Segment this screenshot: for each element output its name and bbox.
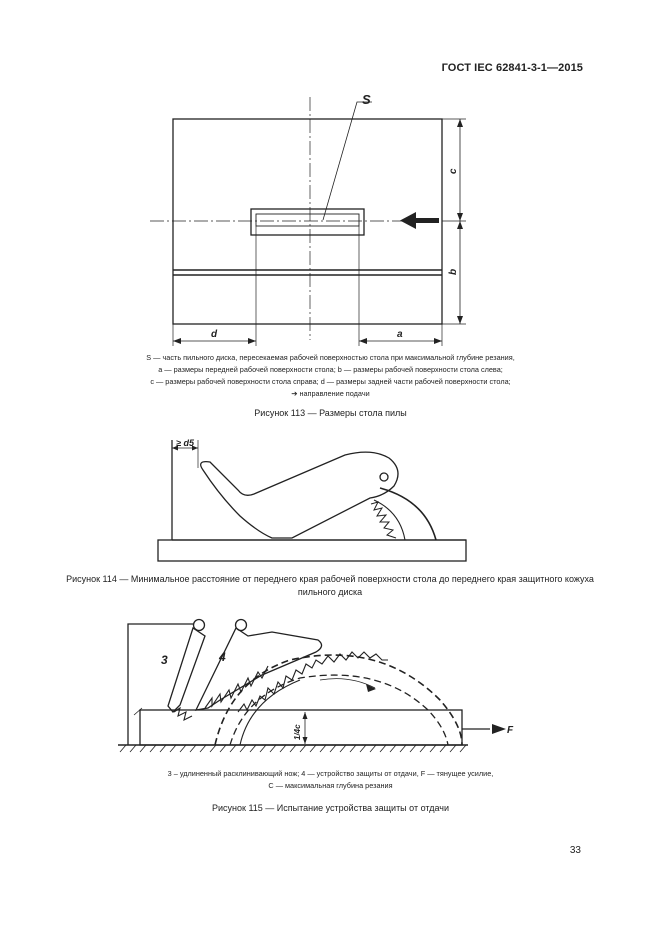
- label-c: c: [448, 168, 459, 174]
- label-4: 4: [219, 650, 226, 664]
- legend-line: c — размеры рабочей поверхности стола справа; d — размеры задней части рабочей поверхности стола;: [150, 377, 511, 386]
- label-depth: 1/4c: [293, 724, 302, 740]
- arrow-note: направление подачи: [299, 389, 370, 398]
- legend-line: C — максимальная глубина резания: [268, 781, 393, 790]
- figure-115-legend: [0, 768, 661, 792]
- standard-header: ГОСТ IEC 62841-3-1—2015: [441, 62, 583, 74]
- label-S: S: [362, 92, 371, 107]
- figure-114-caption: Рисунок 114 — Минимальное расстояние от переднего края рабочей поверхности стола до переднего края защитного кожуха пильного диска: [66, 574, 594, 597]
- label-d: d: [211, 329, 218, 340]
- arrow-icon: ➔: [291, 389, 298, 398]
- page-number: 33: [569, 845, 581, 856]
- legend-line: a — размеры передней рабочей поверхности стола; b — размеры рабочей поверхности стола слева;: [158, 365, 503, 374]
- figure-115-caption: Рисунок 115 — Испытание устройства защиты от отдачи: [212, 803, 449, 813]
- label-F: F: [507, 725, 514, 736]
- legend-line: S — часть пильного диска, пересекаемая рабочей поверхностью стола при максимальной глубине резания,: [146, 353, 515, 362]
- label-b: b: [448, 268, 459, 275]
- label-3: 3: [161, 653, 168, 667]
- legend-line: 3 – удлиненный расклинивающий нож; 4 — устройство защиты от отдачи, F — тянущее усилие,: [167, 769, 494, 778]
- figure-113-caption: Рисунок 113 — Размеры стола пилы: [254, 408, 407, 418]
- label-dimension: ≥ d5: [176, 438, 194, 448]
- label-a: a: [397, 329, 403, 340]
